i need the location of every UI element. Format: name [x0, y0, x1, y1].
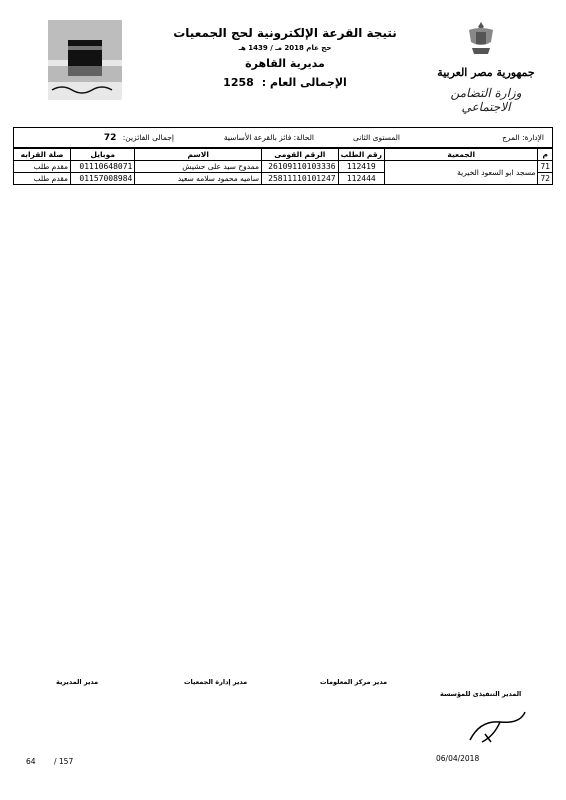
kaaba-image [48, 20, 122, 100]
executive-director-label: المدير التنفيذى للمؤسسة [440, 690, 522, 698]
associations-manager-label: مدير إدارة الجمعيات [184, 678, 248, 686]
page-number: 64 [26, 757, 36, 766]
egypt-eagle-emblem [466, 20, 496, 58]
cell-national-id: 26109110103336 [262, 161, 339, 173]
col-header-mobile: موبايل [71, 149, 135, 161]
cell-national-id: 25811110101247 [262, 173, 339, 185]
cell-name: ممدوح سيد على حشيش [135, 161, 262, 173]
ministry-name: وزارة التضامن الاجتماعي [450, 86, 522, 114]
directorate-name: مديرية القاهرة [245, 57, 325, 70]
cell-request: 112419 [338, 161, 384, 173]
cell-m: 71 [538, 161, 553, 173]
col-header-m: م [538, 149, 553, 161]
grand-total-label: الإجمالى العام : [261, 76, 347, 89]
col-header-request: رقم الطلب [338, 149, 384, 161]
col-header-name: الاسم [135, 149, 262, 161]
level-label: المستوى الثانى [352, 133, 400, 142]
cell-relation: مقدم طلب [14, 173, 71, 185]
info-bar [13, 127, 553, 148]
page-total: / 157 [54, 757, 74, 766]
info-center-manager-label: مدير مركز المعلومات [320, 678, 388, 686]
signature-image [460, 700, 530, 750]
results-table [13, 148, 553, 185]
cell-mobile: 01157008984 [71, 173, 135, 185]
cell-m: 72 [538, 173, 553, 185]
administration-label: الإدارة: المرج [502, 133, 544, 142]
table-header-row [14, 149, 553, 161]
page-subtitle: حج عام 2018 مـ / 1439 هـ [238, 44, 332, 52]
grand-total [150, 76, 420, 89]
grand-total-value: 1258 [223, 76, 254, 89]
print-date: 06/04/2018 [436, 754, 480, 763]
winners-value: 72 [103, 133, 117, 143]
winners-label: إجمالى الفائزين: [122, 133, 174, 142]
status-label: الحالة: فائز بالقرعة الأساسية [223, 133, 314, 142]
cell-request: 112444 [338, 173, 384, 185]
cell-mobile: 01110648071 [71, 161, 135, 173]
table-row [14, 161, 553, 173]
page-title: نتيجة القرعة الإلكترونية لحج الجمعيات [173, 26, 397, 40]
cell-name: ساميه محمود سلامه سعيد [135, 173, 262, 185]
cell-relation: مقدم طلب [14, 161, 71, 173]
republic-name: جمهورية مصر العربية [437, 66, 535, 79]
col-header-association: الجمعية [385, 149, 538, 161]
cell-association: مسجد ابو السعود الخيرية [385, 161, 538, 185]
col-header-national-id: الرقم القومى [262, 149, 339, 161]
col-header-relation: صلة القرابه [14, 149, 71, 161]
directorate-manager-label: مدير المديرية [56, 678, 99, 686]
winners-total [104, 133, 174, 143]
